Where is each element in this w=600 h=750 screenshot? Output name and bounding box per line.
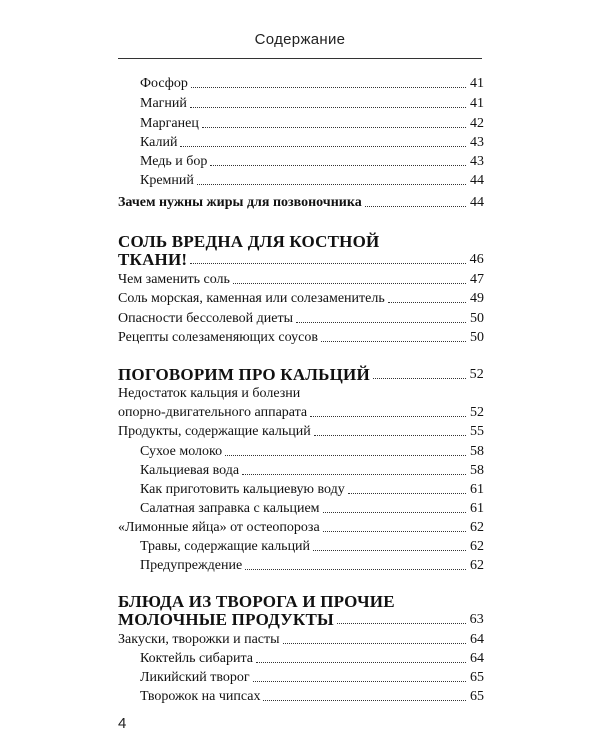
toc-entry-page: 44 (470, 195, 484, 210)
toc-entry-page: 42 (470, 116, 484, 131)
dot-leader (388, 301, 466, 303)
toc-entry[interactable] (140, 538, 484, 555)
toc-entry-page: 43 (470, 135, 484, 150)
toc-entry-page: 62 (470, 558, 484, 573)
chapter-title-line[interactable]: БЛЮДА ИЗ ТВОРОГА И ПРОЧИЕ (118, 592, 395, 611)
toc-entry-page: 41 (470, 76, 484, 91)
running-header: Содержание (254, 31, 346, 48)
toc-entry-title: Марганец (140, 116, 199, 131)
toc-chapter[interactable] (118, 251, 484, 268)
toc-entry[interactable] (118, 631, 484, 648)
dot-leader (323, 530, 466, 532)
toc-chapter[interactable] (118, 366, 484, 383)
toc-entry[interactable] (140, 115, 484, 132)
toc-entry[interactable] (118, 329, 484, 346)
dot-leader (233, 282, 466, 284)
toc-entry-page: 64 (470, 651, 484, 666)
toc-entry-title: Предупреждение (140, 558, 243, 573)
toc-entry-page: 46 (469, 252, 484, 267)
toc-entry-page: 47 (470, 272, 484, 287)
toc-chapter[interactable] (118, 611, 484, 628)
dot-leader (321, 340, 466, 342)
dot-leader (373, 377, 466, 379)
toc-entry-page: 41 (470, 96, 484, 111)
toc-entry[interactable] (140, 650, 484, 667)
toc-entry-page: 50 (470, 330, 484, 345)
toc-entry-title: Калий (140, 135, 178, 150)
chapter-title-line[interactable]: СОЛЬ ВРЕДНА ДЛЯ КОСТНОЙ (118, 232, 380, 251)
toc-entry-title: Как приготовить кальциевую воду (140, 482, 345, 497)
toc-entry-page: 62 (470, 520, 484, 535)
toc-entry-title: Чем заменить соль (118, 272, 230, 287)
toc-entry-page: 61 (470, 501, 484, 516)
dot-leader (310, 415, 466, 417)
toc-entry[interactable] (140, 95, 484, 112)
toc-entry-title: Салатная заправка с кальцием (140, 501, 320, 516)
toc-entry-title: Магний (140, 96, 187, 111)
toc-entry-page: 58 (470, 463, 484, 478)
toc-entry[interactable] (140, 75, 484, 92)
dot-leader (283, 642, 466, 644)
toc-entry-page: 55 (470, 424, 484, 439)
toc-entry-title: «Лимонные яйца» от остеопороза (118, 520, 320, 535)
dot-leader (191, 86, 466, 88)
toc-entry[interactable] (140, 153, 484, 170)
dot-leader (202, 126, 466, 128)
toc-entry-title: Соль морская, каменная или солезаменитель (118, 291, 385, 306)
toc-entry[interactable] (118, 310, 484, 327)
toc-entry-title: Зачем нужны жиры для позвоночника (118, 195, 362, 210)
toc-entry-page: 61 (470, 482, 484, 497)
toc-entry-title: Коктейль сибарита (140, 651, 253, 666)
dot-leader (190, 106, 466, 108)
dot-leader (256, 661, 466, 663)
toc-entry-page: 62 (470, 539, 484, 554)
toc-entry-title: Продукты, содержащие кальций (118, 424, 311, 439)
toc-entry-title: Закуски, творожки и пасты (118, 632, 280, 647)
toc-entry-page: 58 (470, 444, 484, 459)
dot-leader (242, 473, 466, 475)
table-of-contents (118, 0, 484, 750)
toc-entry-title: Рецепты солезаменяющих соусов (118, 330, 318, 345)
toc-entry-title: Травы, содержащие кальций (140, 539, 311, 554)
dot-leader (225, 454, 466, 456)
toc-entry-page: 64 (470, 632, 484, 647)
toc-entry-page: 50 (470, 311, 484, 326)
dot-leader (253, 680, 466, 682)
toc-entry[interactable] (118, 194, 484, 211)
toc-entry[interactable] (118, 423, 484, 440)
dot-leader (190, 262, 466, 264)
toc-entry[interactable] (140, 669, 484, 686)
toc-entry[interactable] (140, 557, 484, 574)
toc-entry[interactable] (118, 271, 484, 288)
dot-leader (323, 511, 466, 513)
dot-leader (365, 205, 466, 207)
dot-leader (180, 145, 466, 147)
toc-entry-title: МОЛОЧНЫЕ ПРОДУКТЫ (118, 610, 334, 629)
toc-entry[interactable] (140, 134, 484, 151)
dot-leader (348, 492, 466, 494)
toc-entry-page: 44 (470, 173, 484, 188)
toc-entry-title: ТКАНИ! (118, 250, 188, 269)
toc-entry-page: 65 (470, 689, 484, 704)
toc-entry[interactable] (140, 481, 484, 498)
dot-leader (313, 549, 466, 551)
toc-entry-title: Медь и бор (140, 154, 208, 169)
toc-entry[interactable] (140, 462, 484, 479)
toc-entry-page: 49 (470, 291, 484, 306)
toc-entry-title: ПОГОВОРИМ ПРО КАЛЬЦИЙ (118, 365, 370, 384)
toc-entry[interactable] (140, 443, 484, 460)
dot-leader (296, 321, 466, 323)
toc-entry[interactable] (118, 404, 484, 421)
toc-entry[interactable] (118, 519, 484, 536)
page-number: 4 (118, 715, 127, 732)
toc-entry-title: Сухое молоко (140, 444, 223, 459)
toc-entry-title: Кальциевая вода (140, 463, 240, 478)
toc-entry-title: Творожок на чипсах (140, 689, 261, 704)
toc-entry[interactable] (118, 290, 484, 307)
toc-entry-title: Ликийский творог (140, 670, 250, 685)
toc-entry[interactable] (140, 500, 484, 517)
dot-leader (210, 164, 466, 166)
toc-entry-title: Фосфор (140, 76, 188, 91)
toc-entry-title: Опасности бессолевой диеты (118, 311, 293, 326)
dot-leader (197, 183, 466, 185)
dot-leader (245, 568, 466, 570)
dot-leader (337, 622, 466, 624)
toc-entry-page: 65 (470, 670, 484, 685)
toc-entry[interactable] (140, 688, 484, 705)
toc-entry-page: 52 (469, 367, 484, 382)
toc-entry-page: 63 (469, 612, 484, 627)
toc-entry-title: опорно-двигательного аппарата (118, 405, 308, 420)
toc-entry-page: 43 (470, 154, 484, 169)
dot-leader (314, 434, 466, 436)
toc-entry-title: Кремний (140, 173, 194, 188)
toc-entry[interactable] (140, 172, 484, 189)
toc-entry-page: 52 (470, 405, 484, 420)
toc-entry-title-line[interactable]: Недостаток кальция и болезни (118, 386, 301, 401)
dot-leader (263, 699, 466, 701)
